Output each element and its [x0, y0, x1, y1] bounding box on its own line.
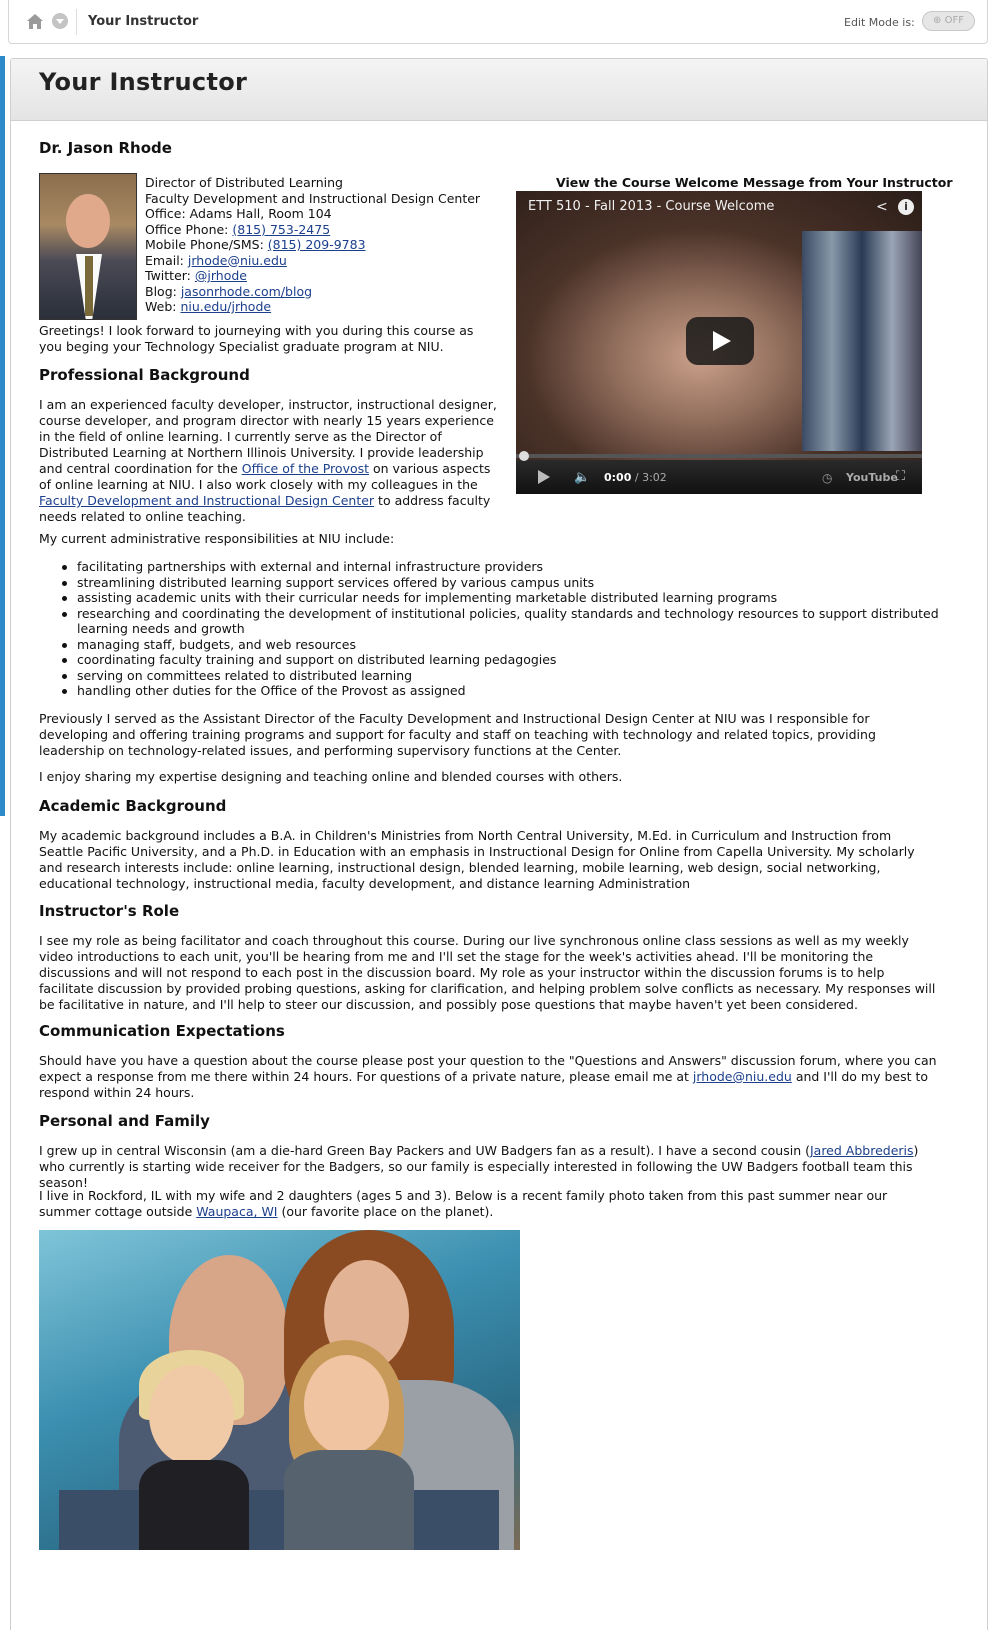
content-panel	[10, 58, 988, 1630]
academic-paragraph: My academic background includes a B.A. in Children's Ministries from North Central University, M.Ed. in Curriculum and Instruction from Seattle Pacific University, and a Ph.D. in Education with an emphasis in Instructional Design for Online from Capella University. My scholarly and research interests include: online learning, instructional design, blended learning, mobile learning, web design, social networking, educational technology, instructional media, faculty development, and distance learning Administration	[39, 828, 915, 891]
time-display: 0:00 / 3:02	[604, 471, 667, 484]
contact-office-phone: Office Phone: (815) 753-2475	[145, 221, 331, 237]
list-item: serving on committees related to distributed learning	[39, 668, 939, 684]
contact-twitter: Twitter: @jrhode	[145, 268, 247, 283]
video-caption: View the Course Welcome Message from Your Instructor	[556, 175, 953, 190]
divider	[76, 9, 77, 35]
mobile-phone-link[interactable]: (815) 209-9783	[267, 237, 366, 252]
list-item: researching and coordinating the development of institutional policies, quality standards and technology resources to support distributed learning needs and growth	[39, 606, 939, 637]
blog-link[interactable]: jasonrhode.com/blog	[180, 283, 313, 299]
panel-header	[11, 59, 987, 121]
chevron-down-icon[interactable]	[52, 13, 68, 29]
personal-paragraph-1: I grew up in central Wisconsin (am a die-hard Green Bay Packers and UW Badgers fan as a result). I have a second cousin (Jared Abbrederis) who currently is starting wide receiver for the Badgers, so our family is especially interested in following the UW Badgers football team this season!	[39, 1143, 919, 1190]
role-paragraph: I see my role as being facilitator and coach throughout this course. During our live synchronous online class sessions as well as my weekly video introductions to each unit, you'll be hearing from me and I'll set the stage for the week's activities ahead. I'll be monitoring the discussions and will not respond to each post in the discussion board. My role as your instructor within the discussion forums is to help facilitate discussion by provided probing questions, asking for clarification, and helping problem solve conflicts as necessary. My responses will be facilitative in nature, and I'll help to steer our discussion, and possibly pose questions that maybe haven't yet been considered.	[39, 933, 936, 1012]
web-link[interactable]: niu.edu/jrhode	[180, 299, 272, 314]
communication-paragraph: Should have you have a question about the course please post your question to the "Questions and Answers" discussion forum, where you can expect a response from me there within 24 hours. For questions of a private nature, please email me at jrhode@niu.edu and I'll do my best to respond within 24 hours.	[39, 1053, 937, 1100]
top-bar	[8, 0, 988, 44]
youtube-logo[interactable]: YouTube	[846, 471, 898, 484]
list-item: handling other duties for the Office of the Provost as assigned	[39, 683, 939, 699]
contact-office: Office: Adams Hall, Room 104	[145, 206, 332, 221]
volume-icon[interactable]: 🔈	[574, 470, 591, 485]
provost-link[interactable]: Office of the Provost	[241, 461, 370, 476]
edit-mode-toggle[interactable]: ⊕ OFF	[922, 11, 975, 31]
previous-role-paragraph: Previously I served as the Assistant Director of the Faculty Development and Instructional Design Center at NIU was I responsible for developing and offering training programs and support for faculty and staff on teaching with technology and related topics, providing leadership on technology-related issues, and performing supervisory functions at the Center.	[39, 711, 876, 758]
page-title: Your Instructor	[39, 68, 248, 96]
contact-web: Web: niu.edu/jrhode	[145, 299, 272, 314]
instructor-photo	[39, 173, 137, 320]
office-phone-link[interactable]: (815) 753-2475	[232, 221, 331, 237]
video-title[interactable]: ETT 510 - Fall 2013 - Course Welcome	[528, 199, 775, 214]
list-item: coordinating faculty training and support on distributed learning pedagogies	[39, 652, 939, 668]
fullscreen-icon[interactable]: ⛶	[896, 469, 906, 484]
academic-heading: Academic Background	[39, 797, 227, 815]
scrubber-handle[interactable]	[519, 451, 529, 461]
list-item: managing staff, budgets, and web resources	[39, 637, 939, 653]
list-item: streamlining distributed learning support services offered by various campus units	[39, 575, 939, 591]
video-controls	[516, 460, 922, 494]
list-item: facilitating partnerships with external and internal infrastructure providers	[39, 559, 939, 575]
contact-mobile: Mobile Phone/SMS: (815) 209-9783	[145, 237, 366, 252]
role-heading: Instructor's Role	[39, 902, 180, 920]
contact-info	[145, 175, 480, 315]
instructor-name: Dr. Jason Rhode	[39, 139, 172, 157]
video-player[interactable]	[516, 191, 922, 494]
twitter-link[interactable]: @jrhode	[194, 268, 247, 283]
personal-paragraph-2: I live in Rockford, IL with my wife and 2 daughters (ages 5 and 3). Below is a recent family photo taken from this past summer near our summer cottage outside Waupaca, WI (our favorite place on the planet).	[39, 1188, 888, 1219]
contact-title: Director of Distributed Learning	[145, 175, 343, 190]
greeting-text: Greetings! I look forward to journeying with you during this course as you beging your Technology Specialist graduate program at NIU.	[39, 323, 474, 354]
share-icon[interactable]: <	[876, 199, 888, 215]
contact-dept: Faculty Development and Instructional Design Center	[145, 190, 481, 206]
breadcrumb: Your Instructor	[88, 14, 199, 29]
edit-mode-label: Edit Mode is:	[844, 16, 915, 29]
sharing-paragraph: I enjoy sharing my expertise designing and teaching online and blended courses with others.	[39, 769, 623, 784]
professional-heading: Professional Background	[39, 366, 250, 384]
list-item: assisting academic units with their curricular needs for implementing marketable distributed learning programs	[39, 590, 939, 606]
email-link-2[interactable]: jrhode@niu.edu	[692, 1069, 792, 1084]
left-accent-bar	[0, 56, 5, 816]
info-icon[interactable]: i	[898, 199, 914, 215]
personal-heading: Personal and Family	[39, 1112, 210, 1130]
home-icon[interactable]	[27, 14, 43, 29]
jared-link[interactable]: Jared Abbrederis	[809, 1143, 914, 1158]
email-link[interactable]: jrhode@niu.edu	[187, 252, 287, 268]
play-button[interactable]	[686, 317, 754, 365]
waupaca-link[interactable]: Waupaca, WI	[196, 1204, 278, 1219]
responsibilities-intro: My current administrative responsibilities at NIU include:	[39, 531, 395, 546]
watch-later-icon[interactable]: ◷	[822, 471, 833, 485]
professional-paragraph: I am an experienced faculty developer, instructor, instructional designer, course developer, and program director with nearly 15 years experience in the field of online learning. I currently serve as the Director of Distributed Learning at Northern Illinois University. I provide leadership and central coordination for the Office of the Provost on various aspects of online learning at NIU. I also work closely with my colleagues in the Faculty Development and Instructional Design Center to address faculty needs related to online teaching.	[39, 397, 497, 524]
progress-bar[interactable]	[516, 454, 922, 458]
fdidc-link[interactable]: Faculty Development and Instructional Design Center	[39, 493, 375, 508]
family-photo	[39, 1230, 520, 1550]
communication-heading: Communication Expectations	[39, 1022, 285, 1040]
play-icon[interactable]	[538, 470, 550, 484]
contact-email: Email: jrhode@niu.edu	[145, 252, 287, 268]
contact-blog: Blog: jasonrhode.com/blog	[145, 283, 313, 299]
responsibilities-list	[39, 559, 939, 699]
